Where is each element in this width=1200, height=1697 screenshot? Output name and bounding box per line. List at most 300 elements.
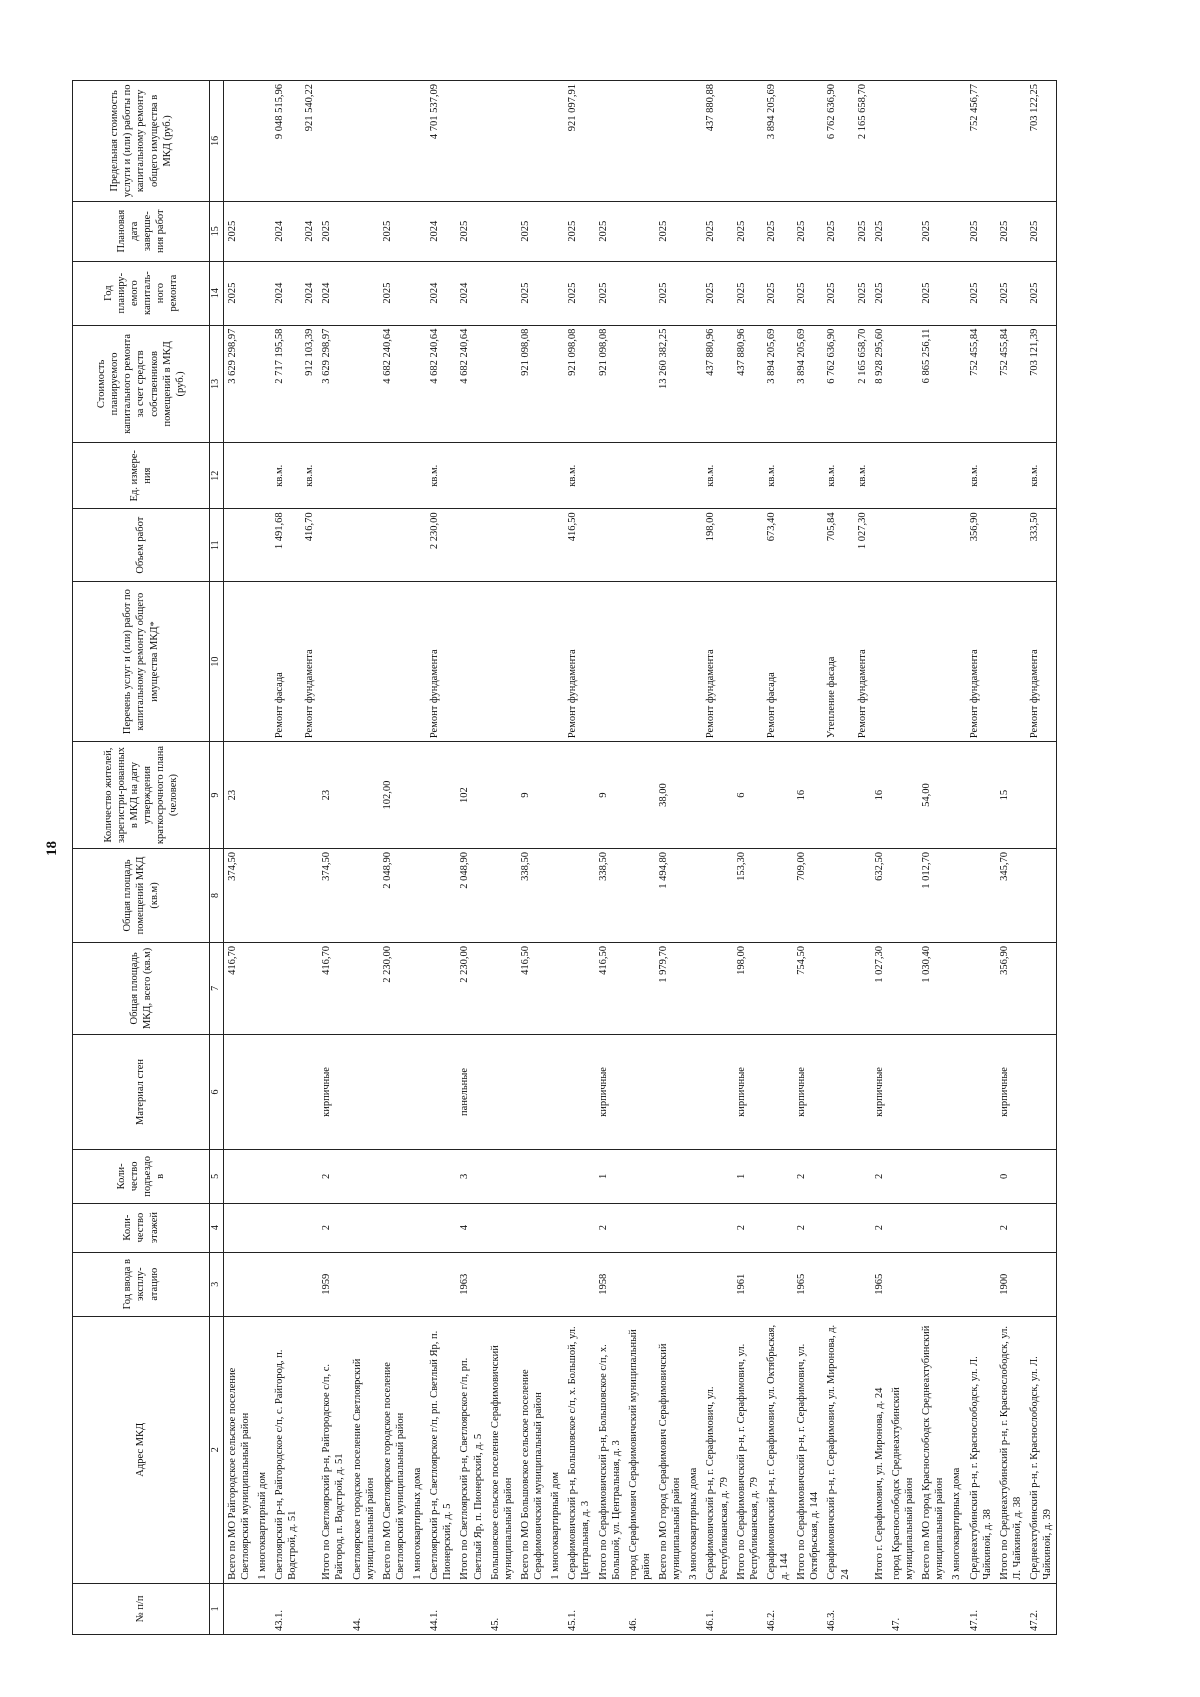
table-row	[564, 81, 594, 1635]
table-cell	[966, 1252, 996, 1316]
table-cell: Серафимовичский р-н, г. Серафимович, ул. Миронова, д. 24	[823, 1316, 853, 1583]
table-cell	[487, 1203, 517, 1252]
table-cell: 338,50	[517, 848, 547, 942]
table-cell: 1965	[793, 1252, 823, 1316]
table-cell	[1026, 1203, 1057, 1252]
table-cell	[301, 942, 318, 1034]
table-cell: 2	[793, 1203, 823, 1252]
table-cell	[517, 581, 547, 741]
table-cell	[456, 81, 486, 202]
table-cell: 921 098,08	[564, 325, 594, 442]
table-row	[888, 81, 918, 1635]
table-cell	[254, 443, 271, 509]
table-cell: 4	[456, 1203, 486, 1252]
table-cell	[426, 1252, 456, 1316]
table-cell: 2	[318, 1150, 348, 1203]
table-cell	[517, 509, 547, 582]
column-header: Год ввода в эксплу-атацию	[73, 1252, 210, 1316]
table-cell: 2024	[271, 201, 301, 261]
table-cell	[301, 1150, 318, 1203]
table-cell	[409, 201, 426, 261]
table-cell	[918, 1583, 948, 1634]
table-cell	[595, 509, 625, 582]
table-cell: 921 098,08	[595, 325, 625, 442]
table-cell	[888, 1150, 918, 1203]
table-cell	[948, 1150, 965, 1203]
table-cell	[456, 443, 486, 509]
table-cell: Ремонт фундамента	[966, 581, 996, 741]
table-cell: Всего по МО Большовское сельское поселение Серафимовичский муниципальный район	[517, 1316, 547, 1583]
table-cell	[349, 1252, 379, 1316]
table-cell	[254, 325, 271, 442]
table-cell: Ремонт фундамента	[564, 581, 594, 741]
table-cell	[702, 1034, 732, 1149]
table-row	[733, 81, 763, 1635]
table-row	[793, 81, 823, 1635]
table-cell	[854, 1150, 871, 1203]
table-cell: 416,50	[517, 942, 547, 1034]
table-cell: Большовское сельское поселение Серафимовичский муниципальный район	[487, 1316, 517, 1583]
table-row	[254, 81, 271, 1635]
table-cell: 46.	[625, 1583, 655, 1634]
table-cell: 752 455,84	[996, 325, 1026, 442]
table-cell: 2025	[517, 201, 547, 261]
table-cell: 752 455,84	[966, 325, 996, 442]
table-cell: 2 165 658,70	[854, 81, 871, 202]
table-cell: кв.м.	[1026, 443, 1057, 509]
table-cell	[685, 1583, 702, 1634]
table-row	[918, 81, 948, 1635]
table-cell: 38,00	[655, 742, 685, 849]
table-cell: 2025	[918, 261, 948, 325]
column-number: 1	[210, 1583, 224, 1634]
column-number: 13	[210, 325, 224, 442]
table-cell	[254, 261, 271, 325]
table-cell	[271, 1252, 301, 1316]
table-cell	[271, 742, 301, 849]
table-cell: кв.м.	[966, 443, 996, 509]
column-number: 14	[210, 261, 224, 325]
table-cell	[871, 1583, 888, 1634]
column-header: Материал стен	[73, 1034, 210, 1149]
table-cell	[301, 1034, 318, 1149]
table-cell	[379, 1150, 409, 1203]
table-cell: 4 682 240,64	[379, 325, 409, 442]
table-cell: 102,00	[379, 742, 409, 849]
table-cell: 54,00	[918, 742, 948, 849]
table-cell	[409, 942, 426, 1034]
table-cell	[996, 81, 1026, 202]
table-cell	[547, 581, 564, 741]
table-cell	[685, 742, 702, 849]
column-number: 9	[210, 742, 224, 849]
table-cell	[888, 201, 918, 261]
table-cell: кв.м.	[823, 443, 853, 509]
table-cell	[996, 443, 1026, 509]
table-cell	[547, 1150, 564, 1203]
table-cell	[625, 81, 655, 202]
table-cell: Всего по МО город Серафимович Серафимовичский муниципальный район	[655, 1316, 685, 1583]
column-number: 10	[210, 581, 224, 741]
table-row	[871, 81, 888, 1635]
table-row	[223, 81, 254, 1635]
table-cell	[487, 742, 517, 849]
table-row	[456, 81, 486, 1635]
table-cell: Ремонт фундамента	[1026, 581, 1057, 741]
table-cell: Ремонт фасада	[763, 581, 793, 741]
table-cell	[349, 201, 379, 261]
table-cell: 1 494,80	[655, 848, 685, 942]
table-cell: 3 894 205,69	[763, 81, 793, 202]
table-cell	[625, 581, 655, 741]
table-cell	[487, 1150, 517, 1203]
table-cell: 356,90	[996, 942, 1026, 1034]
table-cell	[254, 1150, 271, 1203]
table-cell	[655, 581, 685, 741]
table-cell	[655, 443, 685, 509]
table-cell	[564, 848, 594, 942]
table-cell: 705,84	[823, 509, 853, 582]
table-row	[595, 81, 625, 1635]
table-cell	[409, 1583, 426, 1634]
column-header: Количество жителей, зарегистри-рованных в МКД на дату утверждения краткосрочного плана (человек)	[73, 742, 210, 849]
table-cell	[349, 443, 379, 509]
table-cell	[409, 742, 426, 849]
table-cell: 198,00	[733, 942, 763, 1034]
table-cell: 23	[318, 742, 348, 849]
table-cell: 2025	[793, 261, 823, 325]
table-cell: 2025	[564, 261, 594, 325]
table-cell	[564, 742, 594, 849]
table-cell	[547, 1203, 564, 1252]
table-cell: 2024	[318, 261, 348, 325]
table-cell	[685, 325, 702, 442]
table-cell: Светлоярское городское поселение Светлоярский муниципальный район	[349, 1316, 379, 1583]
table-cell	[487, 1252, 517, 1316]
table-cell	[854, 742, 871, 849]
table-cell	[996, 581, 1026, 741]
table-cell	[564, 1150, 594, 1203]
table-cell	[426, 1034, 456, 1149]
table-cell: 16	[793, 742, 823, 849]
table-cell	[254, 81, 271, 202]
table-cell: 43.1.	[271, 1583, 301, 1634]
table-cell: 2024	[456, 261, 486, 325]
table-cell	[223, 81, 254, 202]
table-cell: 2025	[854, 261, 871, 325]
table-cell	[918, 509, 948, 582]
table-cell	[854, 848, 871, 942]
column-number: 11	[210, 509, 224, 582]
table-cell	[223, 1583, 254, 1634]
table-cell: 1 многоквартирный дом	[547, 1316, 564, 1583]
table-cell: Итого по Светлоярский р-н, Светлоярское г/п, рп. Светлый Яр, п. Пионерский, д. 5	[456, 1316, 486, 1583]
table-cell	[948, 443, 965, 509]
table-cell: 9	[517, 742, 547, 849]
table-cell: 2025	[655, 201, 685, 261]
table-cell: 44.1.	[426, 1583, 456, 1634]
table-cell	[1026, 742, 1057, 849]
table-cell	[409, 1252, 426, 1316]
table-cell: Итого по Серафимовичский р-н, г. Серафимович, ул. Октябрьская, д. 144	[793, 1316, 823, 1583]
table-cell	[854, 942, 871, 1034]
table-cell	[685, 1203, 702, 1252]
table-cell	[456, 1583, 486, 1634]
table-cell: 1 многоквартирный дом	[254, 1316, 271, 1583]
table-row	[966, 81, 996, 1635]
table-cell: 437 880,96	[702, 325, 732, 442]
table-cell	[685, 1150, 702, 1203]
table-cell	[625, 742, 655, 849]
table-cell: кв.м.	[426, 443, 456, 509]
table-row	[349, 81, 379, 1635]
table-cell	[426, 1203, 456, 1252]
table-cell: 2025	[379, 261, 409, 325]
table-cell: 6 762 636,90	[823, 325, 853, 442]
table-cell: Светлоярский р-н, Райгородское с/п, с. Райгород, п. Водстрой, д. 51	[271, 1316, 301, 1583]
table-cell: 46.3.	[823, 1583, 853, 1634]
table-cell	[349, 1150, 379, 1203]
column-header: Стоимость планируемого капитального ремонта за счет средств собственников помещений в МКД (руб.)	[73, 325, 210, 442]
table-cell: 46.1.	[702, 1583, 732, 1634]
table-cell: 2025	[966, 201, 996, 261]
table-cell	[349, 81, 379, 202]
table-cell	[595, 581, 625, 741]
table-cell	[685, 581, 702, 741]
table-cell	[456, 581, 486, 741]
table-cell	[271, 848, 301, 942]
table-cell	[409, 81, 426, 202]
table-cell	[685, 443, 702, 509]
table-cell: 2025	[318, 201, 348, 261]
table-cell: 1 030,40	[918, 942, 948, 1034]
table-cell	[854, 1034, 871, 1149]
table-cell	[223, 581, 254, 741]
table-cell	[871, 443, 888, 509]
table-cell: 2025	[655, 261, 685, 325]
table-cell: 1965	[871, 1252, 888, 1316]
column-number: 6	[210, 1034, 224, 1149]
table-cell	[271, 942, 301, 1034]
table-cell	[409, 1150, 426, 1203]
table-cell	[564, 1252, 594, 1316]
table-cell	[301, 1203, 318, 1252]
table-cell	[702, 848, 732, 942]
table-cell	[254, 1583, 271, 1634]
table-cell	[888, 261, 918, 325]
table-cell: 703 122,25	[1026, 81, 1057, 202]
table-cell: 1 027,30	[871, 942, 888, 1034]
table-cell: 47.2.	[1026, 1583, 1057, 1634]
table-cell: 2	[733, 1203, 763, 1252]
table-cell: 632,50	[871, 848, 888, 942]
column-header: Адрес МКД	[73, 1316, 210, 1583]
table-cell	[271, 1034, 301, 1149]
table-cell	[254, 509, 271, 582]
table-cell	[426, 942, 456, 1034]
table-cell	[763, 742, 793, 849]
table-cell	[487, 509, 517, 582]
table-cell	[318, 81, 348, 202]
table-cell: кв.м.	[763, 443, 793, 509]
table-cell	[793, 509, 823, 582]
table-row	[948, 81, 965, 1635]
table-cell	[223, 1252, 254, 1316]
table-cell	[625, 942, 655, 1034]
table-cell: Всего по МО Райгородское сельское поселение Светлоярский муниципальный район	[223, 1316, 254, 1583]
table-cell	[733, 81, 763, 202]
table-cell	[547, 1252, 564, 1316]
table-cell	[793, 1583, 823, 1634]
table-cell: 416,70	[318, 942, 348, 1034]
column-header: Год планиру-емого капиталь-ного ремонта	[73, 261, 210, 325]
table-cell: 921 097,91	[564, 81, 594, 202]
column-number: 4	[210, 1203, 224, 1252]
table-cell	[487, 848, 517, 942]
table-cell: 6 865 256,11	[918, 325, 948, 442]
table-cell: 416,70	[301, 509, 318, 582]
table-cell	[254, 742, 271, 849]
table-cell	[456, 509, 486, 582]
table-cell: 2025	[871, 261, 888, 325]
table-cell: 437 880,88	[702, 81, 732, 202]
table-cell	[595, 81, 625, 202]
table-cell: 2025	[763, 261, 793, 325]
table-cell: 2025	[966, 261, 996, 325]
table-cell: 374,50	[318, 848, 348, 942]
table-cell	[595, 1583, 625, 1634]
column-number: 3	[210, 1252, 224, 1316]
table-cell	[349, 509, 379, 582]
table-cell: 23	[223, 742, 254, 849]
table-cell	[409, 443, 426, 509]
table-cell: 1958	[595, 1252, 625, 1316]
table-cell	[655, 1583, 685, 1634]
table-cell: 2025	[1026, 261, 1057, 325]
table-cell: 2025	[871, 201, 888, 261]
table-cell	[763, 1150, 793, 1203]
table-cell	[318, 509, 348, 582]
column-header: Общая площадь помещений МКД (кв.м)	[73, 848, 210, 942]
table-cell: 3 629 298,97	[318, 325, 348, 442]
table-cell: 1 491,68	[271, 509, 301, 582]
table-cell	[793, 81, 823, 202]
table-cell	[349, 261, 379, 325]
table-row	[655, 81, 685, 1635]
table-row	[702, 81, 732, 1635]
table-cell	[966, 1150, 996, 1203]
table-cell: кв.м.	[271, 443, 301, 509]
table-cell	[871, 509, 888, 582]
table-cell: 2025	[996, 201, 1026, 261]
table-cell	[547, 509, 564, 582]
table-cell: 2025	[1026, 201, 1057, 261]
table-cell: 2 048,90	[456, 848, 486, 942]
table-cell	[685, 201, 702, 261]
table-cell	[547, 1583, 564, 1634]
table-cell: 2	[871, 1150, 888, 1203]
table-cell: Серафимовичский р-н, г. Серафимович, ул. Октябрьская, д. 144	[763, 1316, 793, 1583]
table-cell	[409, 261, 426, 325]
table-cell: Ремонт фундамента	[702, 581, 732, 741]
column-number-row	[210, 81, 224, 1635]
table-cell	[948, 1203, 965, 1252]
table-cell	[379, 509, 409, 582]
table-cell	[349, 742, 379, 849]
table-cell: кирпичные	[996, 1034, 1026, 1149]
table-cell	[625, 201, 655, 261]
table-cell	[948, 1034, 965, 1149]
table-cell	[379, 443, 409, 509]
table-cell	[918, 443, 948, 509]
table-cell	[793, 581, 823, 741]
table-cell	[793, 443, 823, 509]
table-cell	[948, 581, 965, 741]
table-cell	[1026, 1252, 1057, 1316]
table-cell	[888, 443, 918, 509]
table-cell: кирпичные	[733, 1034, 763, 1149]
table-row	[409, 81, 426, 1635]
table-cell	[763, 1203, 793, 1252]
table-cell	[823, 1150, 853, 1203]
table-cell	[655, 81, 685, 202]
table-cell: 15	[996, 742, 1026, 849]
table-cell	[871, 581, 888, 741]
table-cell	[409, 1034, 426, 1149]
table-cell: 6 762 636,90	[823, 81, 853, 202]
table-cell	[318, 1583, 348, 1634]
table-cell: 198,00	[702, 509, 732, 582]
table-cell: 2025	[763, 201, 793, 261]
table-cell	[301, 742, 318, 849]
table-cell: 338,50	[595, 848, 625, 942]
table-cell	[547, 742, 564, 849]
table-cell: 44.	[349, 1583, 379, 1634]
table-cell: кв.м.	[564, 443, 594, 509]
table-cell	[888, 942, 918, 1034]
table-cell	[702, 1252, 732, 1316]
table-cell: Среднеахтубинский р-н, г. Краснослободск, ул. Л. Чайкиной, д. 39	[1026, 1316, 1057, 1583]
table-cell: 1 многоквартирных дома	[409, 1316, 426, 1583]
table-cell	[685, 81, 702, 202]
table-cell: 1	[595, 1150, 625, 1203]
table-cell: Итого по Среднеахтубинский р-н, г. Краснослободск, ул. Л. Чайкиной, д. 38	[996, 1316, 1026, 1583]
table-cell	[426, 1150, 456, 1203]
table-cell: 2025	[564, 201, 594, 261]
table-cell: 8 928 295,60	[871, 325, 888, 442]
table-row	[271, 81, 301, 1635]
table-cell: 374,50	[223, 848, 254, 942]
table-cell: 345,70	[996, 848, 1026, 942]
table-cell: Итого по Светлоярский р-н, Райгородское с/п, с. Райгород, п. Водстрой, д. 51	[318, 1316, 348, 1583]
table-cell	[487, 581, 517, 741]
table-cell	[426, 848, 456, 942]
table-cell	[547, 443, 564, 509]
table-cell	[349, 581, 379, 741]
column-number: 15	[210, 201, 224, 261]
table-cell	[948, 742, 965, 849]
table-cell	[301, 1316, 318, 1583]
table-row	[1026, 81, 1057, 1635]
table-cell: кирпичные	[595, 1034, 625, 1149]
table-cell: 153,30	[733, 848, 763, 942]
table-cell	[547, 81, 564, 202]
table-cell	[517, 1583, 547, 1634]
column-header: Коли-чество подъездо в	[73, 1150, 210, 1203]
table-cell	[918, 81, 948, 202]
table-cell: Ремонт фундамента	[426, 581, 456, 741]
table-cell	[948, 1583, 965, 1634]
